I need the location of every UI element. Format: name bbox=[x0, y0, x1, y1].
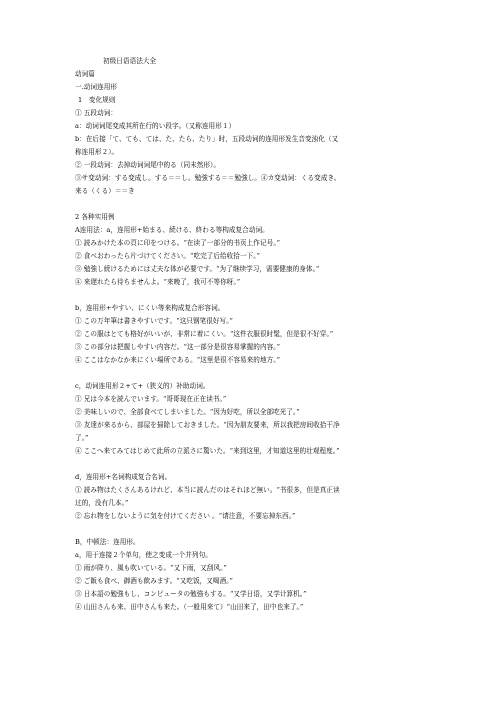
text-line: ④ ここへ来てみてはじめて此所の立派さに驚いた。“来到这里，才知道这里的壮观程度。” bbox=[75, 447, 340, 455]
text-line: 称连用形２）。 bbox=[75, 148, 119, 156]
text-line: a：动词词尾变成其所在行的い段字。（又称连用形１） bbox=[75, 122, 236, 130]
text-line: ③ この部分は把握しやすい内容だ。“这一部分是很容易掌握的内容。” bbox=[75, 343, 280, 351]
text-line: ② 美味しいので、全部食べてしまいました。“因为好吃，所以全部吃光了。” bbox=[75, 408, 300, 416]
text-line: ① この万年筆は書きやすいです。“这只钢笔很好写。” bbox=[75, 317, 233, 325]
text-line: ④ ここはなかなか来にくい場所である。“这里是很不容易来的地方。” bbox=[75, 356, 280, 364]
text-line: ① 雨が降り、風も吹いている。“又下雨，又刮风。” bbox=[75, 564, 227, 572]
text-line: ② 食べおわったら片づけてください。“吃完了后给收拾一下。” bbox=[75, 252, 261, 260]
text-line: a，用于连接２个单句，使之变成一个并列句。 bbox=[75, 551, 212, 559]
text-line: ② この服はとても格好がいいが、非常に着にくい。“这件衣服很时髦，但是很不好穿。” bbox=[75, 330, 334, 338]
text-line: ③ 友達が来るから、部屋を掃除しておきました。“因为朋友要来，所以我把房间收拾干净 bbox=[75, 421, 340, 429]
text-line: b：在后接「て、ても、ては、た、たら、たり」时，五段动词的连用形发生音变浊化（又 bbox=[75, 135, 339, 143]
text-line: ① 読みかけた本の頁に印をつける。“在读了一部分的书页上作记号。” bbox=[75, 239, 280, 247]
text-line: d，连用形+名词构成复合名词。 bbox=[75, 473, 172, 481]
text-line: 动词篇 bbox=[75, 70, 95, 78]
text-line: ① 読み物はたくさんあるけれど、本当に読んだのはそれほど無い。“书很多，但是真正读 bbox=[75, 486, 340, 494]
text-line: 一.动词连用形 bbox=[75, 83, 118, 91]
text-line: b，连用形+やすい、にくい等来构成复合形容词。 bbox=[75, 304, 225, 312]
section-heading: 2 各种实用例 bbox=[75, 213, 115, 221]
text-line: c，动词连用形２+て+（狭义的）补助动词。 bbox=[75, 382, 210, 390]
text-line: 来る（くる）＝＝き bbox=[75, 187, 135, 195]
text-line: ① 五段动词： bbox=[75, 109, 118, 117]
text-line: ③ 勉強し続けるためには丈夫な体が必要です。“为了继续学习，需要健康的身体。” bbox=[75, 265, 320, 273]
text-line: 了。” bbox=[75, 434, 89, 442]
text-line: A连用法：a，连用形+始まる、続ける、終わる等构成复合动词。 bbox=[75, 226, 269, 234]
text-line: ③サ变动词：する变成し。する＝＝し。勉強する＝＝勉強し。④カ变动词：くる变成き。 bbox=[75, 174, 341, 182]
text-line: ③ 日本語の勉強もし、コンピュータの勉強もする。“又学日语，又学计算机。” bbox=[75, 590, 307, 598]
text-line: ② 忘れ物をしないように気を付けてください 。“请注意，不要忘掉东西。” bbox=[75, 512, 296, 520]
text-line: ② ご飯も食べ、御酒も飲みます。“又吃饭，又喝酒。” bbox=[75, 577, 233, 585]
text-line: ① 兄は今本を読んでいます。“哥哥现在正在读书。” bbox=[75, 395, 227, 403]
text-line: ④ 山田さんも来、田中さんも来た。（一般用来て）“山田来了，田中也来了。” bbox=[75, 603, 304, 611]
text-line: ④ 来遅れたら待ちませんよ。“来晚了，我可不等你呀。” bbox=[75, 278, 241, 286]
document-title: 初级日语语法大全 bbox=[103, 57, 157, 65]
text-line: ② 一段动词：去掉动词词尾中的る（同未然形）。 bbox=[75, 161, 221, 169]
text-line: B，中顿法：连用形。 bbox=[75, 538, 140, 546]
text-line: 过的，没有几本。” bbox=[75, 499, 129, 507]
text-line: 1 变化规则 bbox=[78, 96, 116, 104]
